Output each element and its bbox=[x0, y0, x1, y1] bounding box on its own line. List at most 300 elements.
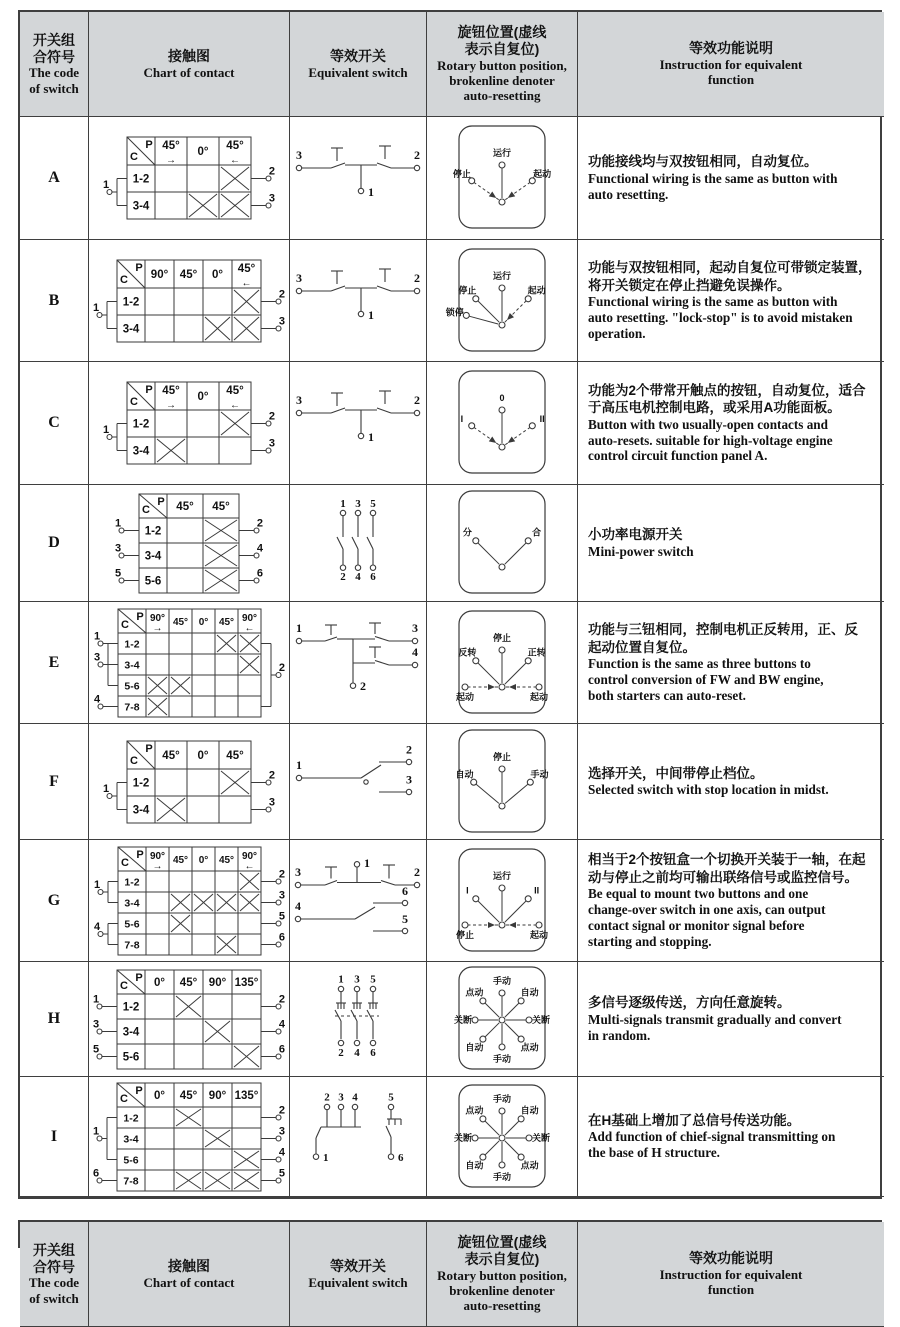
header-en-line: Rotary button position, bbox=[437, 57, 567, 73]
switch-function-table bbox=[18, 10, 882, 1199]
svg-text:0°: 0° bbox=[197, 146, 209, 158]
svg-text:2: 2 bbox=[413, 148, 420, 162]
svg-text:2: 2 bbox=[278, 661, 285, 674]
instruction-en-line: in random. bbox=[588, 1027, 651, 1043]
svg-text:→: → bbox=[166, 155, 176, 166]
svg-text:1: 1 bbox=[115, 517, 122, 529]
contact-chart-svg bbox=[91, 964, 287, 1075]
equivalent-switch-svg bbox=[291, 736, 426, 828]
instruction-en-line: control circuit function panel A. bbox=[588, 448, 768, 464]
svg-text:1-2: 1-2 bbox=[132, 418, 150, 431]
svg-text:→: → bbox=[166, 400, 176, 411]
svg-text:45°: 45° bbox=[218, 616, 234, 628]
svg-text:45°: 45° bbox=[172, 854, 188, 866]
svg-text:3: 3 bbox=[295, 270, 302, 285]
rotary-position-diagram bbox=[427, 362, 578, 485]
svg-text:1: 1 bbox=[363, 855, 370, 870]
svg-text:←: ← bbox=[244, 622, 254, 634]
switch-code: I bbox=[50, 1127, 58, 1145]
instruction-en-line: operation. bbox=[588, 325, 646, 341]
rotary-position-svg bbox=[440, 245, 564, 357]
svg-text:起动: 起动 bbox=[533, 168, 552, 179]
svg-text:P: P bbox=[135, 848, 144, 861]
svg-text:2: 2 bbox=[323, 1091, 330, 1103]
svg-text:4: 4 bbox=[93, 693, 100, 705]
header-col-2 bbox=[290, 12, 427, 117]
instruction-en-line: Be equal to mount two buttons and one bbox=[588, 886, 809, 902]
function-instruction bbox=[578, 240, 884, 362]
svg-text:1: 1 bbox=[103, 782, 110, 795]
equivalent-switch-diagram bbox=[290, 362, 427, 485]
svg-text:4: 4 bbox=[351, 1091, 358, 1103]
header-zh-line: 合符号 bbox=[33, 48, 75, 65]
svg-text:起动: 起动 bbox=[529, 691, 549, 702]
instruction-zh-line: 在H基础上增加了总信号传送功能。 bbox=[588, 1112, 801, 1128]
svg-text:1: 1 bbox=[93, 301, 100, 314]
svg-text:3-4: 3-4 bbox=[144, 550, 162, 562]
svg-text:3: 3 bbox=[278, 315, 285, 327]
svg-text:1: 1 bbox=[367, 430, 374, 444]
svg-text:0°: 0° bbox=[212, 268, 223, 281]
svg-text:起动: 起动 bbox=[455, 691, 475, 702]
switch-code-cell-H bbox=[20, 962, 89, 1077]
svg-text:1: 1 bbox=[103, 424, 110, 436]
svg-text:点动: 点动 bbox=[465, 1104, 484, 1115]
header-col-0 bbox=[20, 12, 89, 117]
contact-chart bbox=[89, 962, 290, 1077]
header-zh-line: 等效功能说明 bbox=[689, 40, 773, 57]
svg-text:1: 1 bbox=[93, 878, 100, 891]
instruction-zh-line: 功能为2个带常开触点的按钮，自动复位，适合 bbox=[588, 382, 866, 398]
svg-text:45°: 45° bbox=[237, 262, 256, 275]
header-col-4 bbox=[578, 1222, 884, 1327]
contact-chart-svg bbox=[101, 376, 277, 470]
svg-text:45°: 45° bbox=[226, 749, 244, 762]
header-zh-line: 等效功能说明 bbox=[689, 1250, 773, 1267]
svg-text:关断: 关断 bbox=[531, 1132, 551, 1143]
svg-text:135°: 135° bbox=[234, 1089, 259, 1102]
svg-text:C: C bbox=[120, 618, 129, 631]
rotary-position-svg bbox=[440, 607, 564, 719]
instruction-en-line: Mini-power switch bbox=[588, 543, 694, 559]
svg-text:关断: 关断 bbox=[453, 1015, 473, 1025]
svg-text:P: P bbox=[135, 1084, 143, 1097]
switch-code-cell-A bbox=[20, 117, 89, 240]
svg-text:C: C bbox=[142, 503, 150, 516]
svg-text:90°: 90° bbox=[241, 850, 257, 862]
svg-text:2: 2 bbox=[339, 571, 346, 583]
svg-text:45°: 45° bbox=[226, 385, 244, 397]
svg-text:4: 4 bbox=[93, 920, 100, 933]
header-zh-line: 表示自复位) bbox=[464, 1251, 540, 1267]
svg-text:2: 2 bbox=[268, 165, 275, 178]
svg-text:4: 4 bbox=[411, 644, 418, 659]
svg-text:1: 1 bbox=[322, 1151, 328, 1164]
function-instruction bbox=[578, 724, 884, 840]
svg-text:停止: 停止 bbox=[492, 751, 512, 762]
svg-text:45°: 45° bbox=[162, 749, 180, 762]
svg-text:5: 5 bbox=[93, 1043, 100, 1055]
svg-text:5: 5 bbox=[387, 1091, 394, 1103]
svg-text:3-4: 3-4 bbox=[122, 323, 140, 335]
instruction-en-line: Multi-signals transmit gradually and convert bbox=[588, 1011, 842, 1027]
svg-text:起动: 起动 bbox=[529, 929, 549, 940]
contact-chart-svg bbox=[101, 735, 277, 829]
svg-text:1: 1 bbox=[367, 307, 374, 322]
svg-text:6: 6 bbox=[397, 1151, 403, 1164]
header-col-1 bbox=[89, 12, 290, 117]
instruction-zh-line: 相当于2个按钮盒一个切换开关装于一轴，在起 bbox=[588, 852, 866, 868]
rotary-position-diagram bbox=[427, 240, 578, 362]
svg-text:←: ← bbox=[241, 277, 252, 289]
header-en-line: Equivalent switch bbox=[308, 1274, 408, 1290]
switch-code-cell-F bbox=[20, 724, 89, 840]
rotary-position-svg bbox=[440, 1081, 564, 1193]
instruction-en-line: Functional wiring is the same as button with bbox=[588, 294, 838, 310]
svg-text:3: 3 bbox=[411, 620, 418, 635]
svg-text:←: ← bbox=[230, 400, 240, 411]
equivalent-switch-diagram bbox=[290, 485, 427, 602]
svg-text:6: 6 bbox=[369, 1047, 376, 1059]
header-zh-line: 接触图 bbox=[168, 47, 210, 64]
svg-text:停止: 停止 bbox=[452, 168, 471, 179]
instruction-en-line: Button with two usually-open contacts and bbox=[588, 416, 828, 432]
svg-text:3: 3 bbox=[353, 973, 360, 986]
switch-code-cell-D bbox=[20, 485, 89, 602]
header-en-line: auto-resetting bbox=[463, 1298, 541, 1314]
contact-chart bbox=[89, 117, 290, 240]
svg-text:2: 2 bbox=[268, 410, 275, 423]
svg-text:3-4: 3-4 bbox=[122, 1026, 140, 1038]
svg-text:6: 6 bbox=[278, 1043, 285, 1055]
contact-chart bbox=[89, 362, 290, 485]
svg-text:P: P bbox=[157, 495, 165, 508]
header-en-line: brokenline denoter bbox=[449, 73, 555, 89]
switch-code-cell-G bbox=[20, 840, 89, 962]
svg-text:停止: 停止 bbox=[455, 929, 475, 940]
instruction-zh-line: 动与停止之前均可输出联络信号或监控信号。 bbox=[588, 869, 858, 885]
svg-text:6: 6 bbox=[256, 567, 263, 579]
svg-text:3-4: 3-4 bbox=[132, 804, 150, 816]
svg-text:正转: 正转 bbox=[527, 646, 546, 657]
svg-text:0°: 0° bbox=[154, 1089, 165, 1102]
next-table-partial-header bbox=[18, 1220, 882, 1314]
svg-text:2: 2 bbox=[278, 993, 285, 1005]
svg-text:2: 2 bbox=[278, 288, 285, 300]
svg-text:3-4: 3-4 bbox=[123, 659, 140, 671]
rotary-position-diagram bbox=[427, 485, 578, 602]
equivalent-switch-svg bbox=[291, 855, 426, 947]
svg-text:3: 3 bbox=[268, 192, 275, 205]
instruction-zh-line: 于高压电机控制电路，或采用A功能面板。 bbox=[588, 400, 841, 416]
svg-text:关断: 关断 bbox=[531, 1015, 551, 1025]
svg-text:I: I bbox=[460, 413, 464, 424]
equivalent-switch-diagram bbox=[290, 1077, 427, 1197]
instruction-en-line: auto resetting. "lock-stop" is to avoid mistaken bbox=[588, 310, 853, 326]
svg-text:5-6: 5-6 bbox=[123, 918, 140, 930]
svg-text:5-6: 5-6 bbox=[123, 1154, 139, 1166]
svg-text:P: P bbox=[145, 139, 153, 151]
header-zh-line: 表示自复位) bbox=[464, 41, 540, 57]
instruction-en-line: auto resetting. bbox=[588, 186, 669, 202]
svg-text:点动: 点动 bbox=[520, 1160, 539, 1171]
svg-text:关断: 关断 bbox=[453, 1132, 473, 1143]
instruction-zh-line: 选择开关，中间带停止档位。 bbox=[588, 765, 764, 781]
instruction-en-line: auto-resets. suitable for high-voltage engine bbox=[588, 432, 833, 448]
header-en-line: brokenline denoter bbox=[449, 1283, 555, 1299]
svg-text:6: 6 bbox=[369, 571, 376, 583]
svg-text:45°: 45° bbox=[179, 976, 198, 989]
svg-text:运行: 运行 bbox=[492, 148, 512, 158]
svg-text:4: 4 bbox=[278, 1146, 285, 1158]
svg-text:手动: 手动 bbox=[530, 769, 549, 779]
svg-text:停止: 停止 bbox=[458, 284, 477, 295]
svg-text:2: 2 bbox=[413, 864, 420, 879]
svg-text:C: C bbox=[120, 979, 128, 992]
svg-text:反转: 反转 bbox=[458, 646, 477, 657]
svg-text:6: 6 bbox=[93, 1167, 100, 1179]
svg-text:自动: 自动 bbox=[520, 987, 539, 998]
function-instruction bbox=[578, 117, 884, 240]
header-col-1 bbox=[89, 1222, 290, 1327]
contact-chart-svg bbox=[91, 254, 287, 348]
svg-text:P: P bbox=[145, 384, 153, 396]
svg-text:90°: 90° bbox=[208, 976, 227, 989]
svg-text:5-6: 5-6 bbox=[123, 680, 140, 692]
svg-text:II: II bbox=[534, 884, 540, 895]
header-zh-line: 接触图 bbox=[168, 1257, 210, 1274]
svg-text:6: 6 bbox=[401, 883, 408, 898]
svg-text:2: 2 bbox=[405, 742, 412, 756]
svg-text:手动: 手动 bbox=[492, 976, 512, 986]
instruction-en-line: both starters can auto-reset. bbox=[588, 687, 746, 703]
svg-text:0°: 0° bbox=[154, 976, 165, 989]
instruction-en-line: Functional wiring is the same as button with bbox=[588, 170, 838, 186]
header-col-0 bbox=[20, 1222, 89, 1327]
rotary-position-svg bbox=[440, 487, 564, 599]
contact-chart bbox=[89, 602, 290, 724]
svg-text:1: 1 bbox=[295, 620, 302, 635]
header-en-line: The code bbox=[28, 1275, 80, 1291]
svg-text:1-2: 1-2 bbox=[122, 296, 140, 308]
svg-text:90°: 90° bbox=[149, 612, 165, 624]
instruction-zh-line: 功能接线均与双按钮相同，自动复位。 bbox=[588, 154, 818, 170]
contact-chart-svg bbox=[91, 1077, 287, 1197]
header-en-line: function bbox=[707, 1282, 755, 1298]
svg-text:C: C bbox=[120, 273, 128, 286]
svg-text:自动: 自动 bbox=[520, 1104, 539, 1115]
svg-text:5: 5 bbox=[401, 911, 408, 926]
svg-text:手动: 手动 bbox=[492, 1054, 512, 1064]
svg-text:90°: 90° bbox=[241, 612, 257, 624]
svg-text:4: 4 bbox=[294, 898, 301, 913]
svg-text:3: 3 bbox=[295, 148, 302, 162]
instruction-zh-line: 多信号逐级传送，方向任意旋转。 bbox=[588, 995, 791, 1011]
svg-text:1-2: 1-2 bbox=[122, 1001, 140, 1013]
svg-text:分: 分 bbox=[462, 527, 472, 538]
svg-text:1-2: 1-2 bbox=[144, 525, 162, 537]
svg-text:1-2: 1-2 bbox=[132, 777, 150, 789]
svg-text:7-8: 7-8 bbox=[123, 701, 140, 713]
contact-chart bbox=[89, 1077, 290, 1197]
svg-text:2: 2 bbox=[278, 868, 285, 880]
svg-text:90°: 90° bbox=[149, 850, 165, 862]
svg-text:3: 3 bbox=[295, 393, 302, 407]
instruction-zh-line: 起动位置自复位。 bbox=[588, 639, 696, 655]
equivalent-switch-svg bbox=[291, 255, 426, 347]
header-col-2 bbox=[290, 1222, 427, 1327]
contact-chart bbox=[89, 840, 290, 962]
svg-text:3: 3 bbox=[337, 1091, 344, 1103]
header-zh-line: 旋钮位置(虚线 bbox=[457, 24, 547, 41]
rotary-position-diagram bbox=[427, 840, 578, 962]
svg-text:4: 4 bbox=[278, 1018, 285, 1030]
svg-text:←: ← bbox=[244, 860, 254, 872]
instruction-zh-line: 功能与三钮相同，控制电机正反转用，正、反 bbox=[588, 622, 858, 638]
switch-code: B bbox=[48, 291, 60, 309]
equivalent-switch-diagram bbox=[290, 117, 427, 240]
rotary-position-svg bbox=[440, 963, 564, 1075]
svg-text:3: 3 bbox=[278, 889, 285, 901]
contact-chart-svg bbox=[113, 488, 265, 599]
equivalent-switch-diagram bbox=[290, 240, 427, 362]
svg-text:1: 1 bbox=[93, 993, 100, 1005]
svg-text:锁停: 锁停 bbox=[445, 306, 464, 317]
instruction-en-line: starting and stopping. bbox=[588, 933, 712, 949]
svg-text:5: 5 bbox=[278, 910, 285, 922]
equivalent-switch-diagram bbox=[290, 602, 427, 724]
svg-text:合: 合 bbox=[532, 527, 542, 538]
svg-text:0: 0 bbox=[499, 393, 505, 403]
function-instruction bbox=[578, 362, 884, 485]
svg-text:C: C bbox=[130, 754, 138, 767]
switch-code: C bbox=[48, 414, 60, 431]
svg-text:5-6: 5-6 bbox=[122, 1051, 140, 1063]
svg-text:2: 2 bbox=[413, 270, 420, 285]
switch-code: G bbox=[47, 891, 61, 909]
svg-text:4: 4 bbox=[353, 1047, 360, 1059]
contact-chart-svg bbox=[101, 131, 277, 225]
instruction-en-line: the base of H structure. bbox=[588, 1145, 720, 1161]
svg-text:P: P bbox=[135, 971, 143, 984]
svg-text:点动: 点动 bbox=[465, 987, 484, 998]
svg-text:7-8: 7-8 bbox=[123, 1175, 139, 1187]
header-en-line: auto-resetting bbox=[463, 88, 541, 104]
switch-code: F bbox=[49, 772, 59, 790]
equivalent-switch-svg bbox=[291, 497, 426, 589]
svg-text:1: 1 bbox=[367, 185, 374, 199]
svg-text:C: C bbox=[130, 151, 138, 163]
function-instruction bbox=[578, 840, 884, 962]
svg-text:1-2: 1-2 bbox=[123, 1112, 139, 1124]
rotary-position-svg bbox=[440, 367, 564, 479]
instruction-en-line: Selected switch with stop location in midst. bbox=[588, 782, 829, 798]
svg-text:1: 1 bbox=[103, 179, 110, 191]
rotary-position-svg bbox=[440, 845, 564, 957]
header-zh-line: 旋钮位置(虚线 bbox=[457, 1234, 547, 1251]
equivalent-switch-svg bbox=[291, 973, 426, 1065]
svg-text:1: 1 bbox=[339, 498, 346, 510]
svg-text:2: 2 bbox=[268, 769, 275, 781]
svg-text:3: 3 bbox=[268, 796, 275, 808]
rotary-position-diagram bbox=[427, 962, 578, 1077]
svg-text:→: → bbox=[152, 860, 162, 872]
svg-text:45°: 45° bbox=[162, 385, 180, 397]
svg-text:手动: 手动 bbox=[492, 1093, 512, 1104]
svg-text:3-4: 3-4 bbox=[132, 445, 150, 458]
instruction-en-line: control conversion of FW and BW engine, bbox=[588, 672, 824, 688]
svg-text:0°: 0° bbox=[198, 854, 208, 866]
svg-text:→: → bbox=[152, 622, 162, 634]
svg-text:P: P bbox=[135, 610, 144, 623]
header-en-line: of switch bbox=[29, 80, 79, 96]
instruction-en-line: contact signal or monitor signal before bbox=[588, 918, 805, 934]
rotary-position-diagram bbox=[427, 724, 578, 840]
equivalent-switch-svg bbox=[291, 132, 426, 224]
svg-text:45°: 45° bbox=[226, 140, 244, 152]
instruction-zh-line: 功能与双按钮相同，起动自复位可带锁定装置， bbox=[588, 260, 872, 276]
svg-text:自动: 自动 bbox=[455, 769, 474, 779]
svg-text:自动: 自动 bbox=[465, 1042, 484, 1053]
svg-text:2: 2 bbox=[359, 678, 366, 693]
instruction-en-line: Function is the same as three buttons to bbox=[588, 656, 811, 672]
instruction-en-line: change-over switch in one axis, can output bbox=[588, 902, 826, 918]
svg-text:1-2: 1-2 bbox=[123, 638, 140, 650]
header-en-line: Rotary button position, bbox=[437, 1267, 567, 1283]
switch-code: H bbox=[47, 1010, 61, 1027]
svg-text:3: 3 bbox=[115, 542, 122, 554]
svg-text:II: II bbox=[539, 413, 545, 424]
header-en-line: Instruction for equivalent bbox=[659, 1267, 803, 1283]
svg-text:停止: 停止 bbox=[492, 632, 512, 643]
svg-text:3-4: 3-4 bbox=[123, 1133, 139, 1145]
svg-text:90°: 90° bbox=[150, 268, 169, 281]
svg-text:135°: 135° bbox=[234, 976, 259, 989]
svg-text:手动: 手动 bbox=[492, 1171, 512, 1182]
contact-chart bbox=[89, 485, 290, 602]
svg-text:5: 5 bbox=[278, 1167, 285, 1179]
equivalent-switch-svg bbox=[291, 617, 426, 709]
svg-text:90°: 90° bbox=[208, 1089, 227, 1102]
svg-text:1-2: 1-2 bbox=[123, 876, 140, 888]
header-en-line: Equivalent switch bbox=[308, 64, 408, 80]
svg-text:3: 3 bbox=[268, 437, 275, 450]
header-zh-line: 开关组 bbox=[33, 1241, 75, 1258]
svg-text:6: 6 bbox=[278, 931, 285, 943]
svg-text:45°: 45° bbox=[179, 1089, 198, 1102]
rotary-position-diagram bbox=[427, 1077, 578, 1197]
rotary-position-diagram bbox=[427, 117, 578, 240]
instruction-en-line: Add function of chief-signal transmitting on bbox=[588, 1129, 836, 1145]
svg-text:45°: 45° bbox=[162, 140, 180, 152]
contact-chart-svg bbox=[92, 603, 287, 723]
svg-text:3: 3 bbox=[93, 651, 100, 663]
svg-text:P: P bbox=[135, 261, 143, 274]
header-col-3 bbox=[427, 1222, 578, 1327]
svg-text:2: 2 bbox=[256, 517, 263, 529]
svg-text:I: I bbox=[466, 884, 469, 895]
svg-text:运行: 运行 bbox=[492, 870, 512, 881]
svg-text:3: 3 bbox=[354, 498, 361, 510]
switch-code-cell-B bbox=[20, 240, 89, 362]
contact-chart bbox=[89, 724, 290, 840]
svg-text:0°: 0° bbox=[197, 749, 209, 762]
header-zh-line: 开关组 bbox=[33, 31, 75, 48]
svg-text:自动: 自动 bbox=[465, 1160, 484, 1171]
svg-text:P: P bbox=[145, 742, 153, 755]
rotary-position-diagram bbox=[427, 602, 578, 724]
svg-text:45°: 45° bbox=[218, 854, 234, 866]
